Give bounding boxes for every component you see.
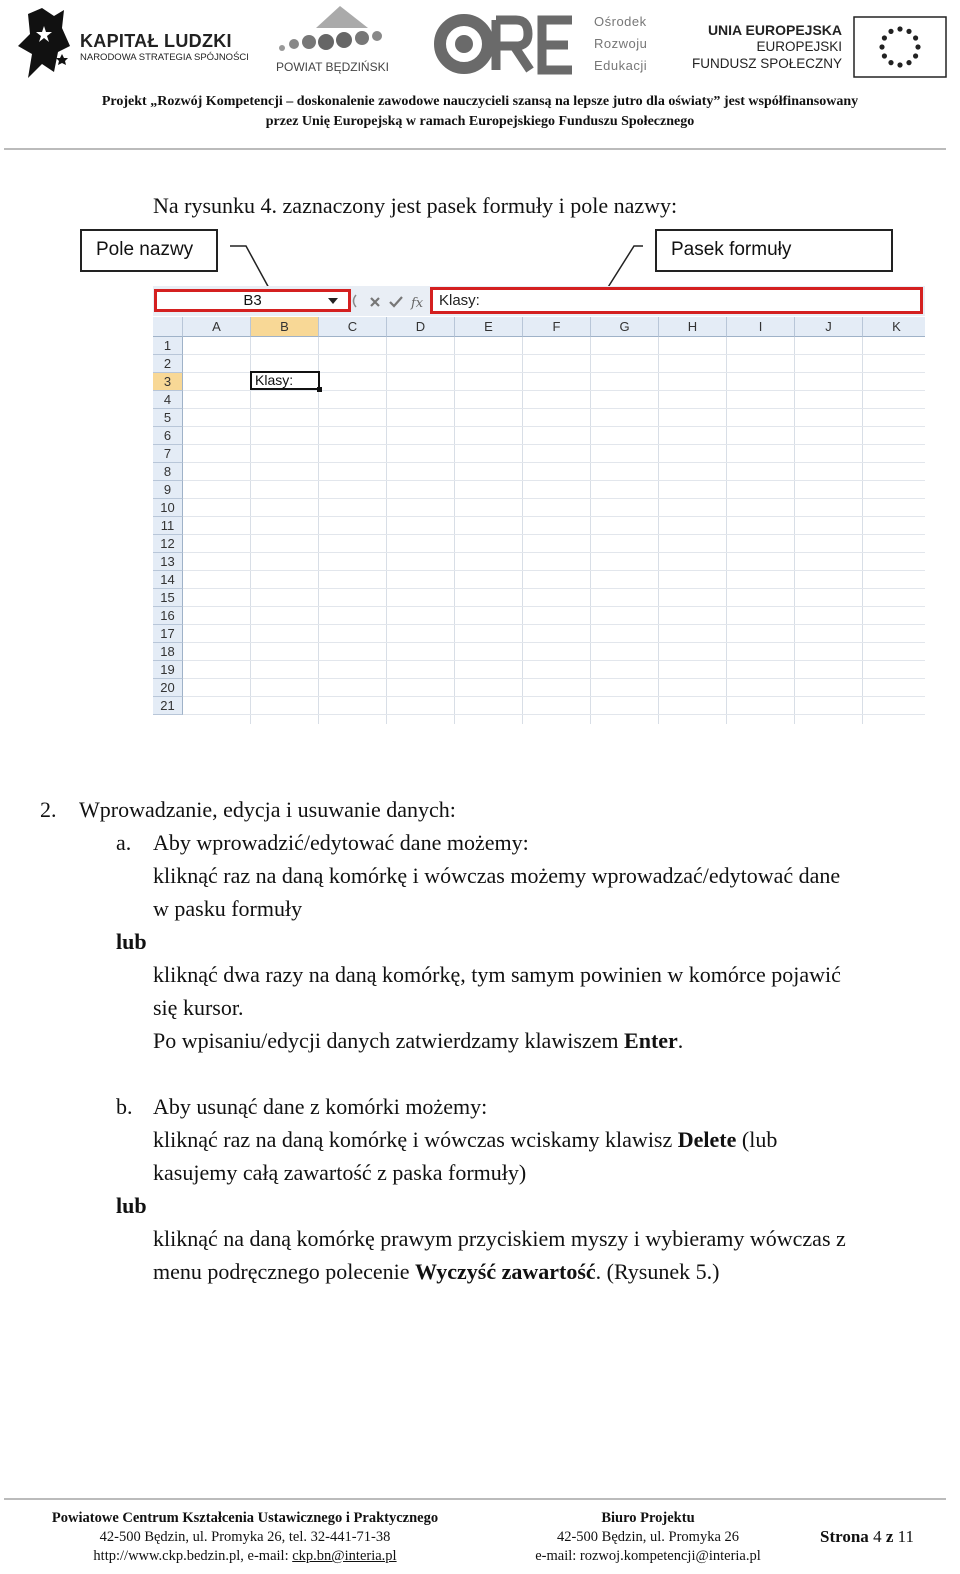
grid-row-line (183, 462, 925, 463)
grid-column-line (658, 337, 659, 724)
grid-column-line (726, 337, 727, 724)
grid-row-line (183, 696, 925, 697)
item-b-line-4-text: menu podręcznego polecenie (153, 1259, 416, 1284)
command-clear-contents: Wyczyść zawartość (415, 1259, 596, 1284)
footer-left-1: Powiatowe Centrum Kształcenia Ustawicznego i Praktycznego (51, 1510, 439, 1526)
grid-row-line (183, 552, 925, 553)
footer-left-2: 42-500 Będzin, ul. Promyka 26, tel. 32-441-71-38 (99, 1529, 391, 1545)
kapital-ludzki-subtitle: NARODOWA STRATEGIA SPÓJNOŚCI (80, 52, 249, 63)
grid-column-line (794, 337, 795, 724)
row-header-15[interactable]: 15 (153, 589, 183, 607)
column-header-d[interactable]: D (387, 317, 455, 337)
item-a-label: a. (116, 830, 132, 855)
footer-left-3 (10, 1547, 480, 1566)
item-b-line-1-text: kliknąć raz na daną komórkę i wówczas wciskamy klawisz (153, 1127, 678, 1152)
grid-row-line (183, 588, 925, 589)
grid-column-line (318, 337, 319, 724)
ue-line-1: UNIA EUROPEJSKA (707, 22, 842, 38)
project-line-1: Projekt „Rozwój Kompetencji – doskonalenie zawodowe nauczycieli szansą na lepsze jutro dla oświaty” jest współfinansowany (101, 94, 859, 109)
ue-line-2: EUROPEJSKI (756, 39, 842, 54)
row-header-8[interactable]: 8 (153, 463, 183, 481)
item-b-lub: lub (116, 1193, 147, 1218)
column-header-h[interactable]: H (659, 317, 727, 337)
column-header-f[interactable]: F (523, 317, 591, 337)
grid-row-line (183, 498, 925, 499)
row-header-16[interactable]: 16 (153, 607, 183, 625)
section-number: 2. (40, 797, 57, 822)
row-header-9[interactable]: 9 (153, 481, 183, 499)
grid-column-line (386, 337, 387, 724)
row-header-12[interactable]: 12 (153, 535, 183, 553)
grid-row-line (183, 426, 925, 427)
row-header-11[interactable]: 11 (153, 517, 183, 535)
formula-toolbar (153, 286, 925, 316)
resize-handle-icon (349, 294, 359, 308)
key-enter: Enter (624, 1028, 678, 1053)
grid-column-line (862, 337, 863, 724)
grid-row-line (183, 354, 925, 355)
grid-row-line (183, 570, 925, 571)
grid-row-line (183, 678, 925, 679)
footer-mid-2: 42-500 Będzin, ul. Promyka 26 (556, 1529, 740, 1545)
item-a-line-3: kliknąć dwa razy na daną komórkę, tym samym powinien w komórce pojawić (153, 962, 841, 987)
item-b-line-4-end: . (Rysunek 5.) (595, 1259, 720, 1284)
grid-row-line (183, 516, 925, 517)
ore-line-3: Edukacji (594, 58, 648, 73)
grid-column-line (250, 337, 251, 724)
grid-row-line (183, 408, 925, 409)
page-number (820, 1527, 914, 1547)
dropdown-arrow-icon[interactable] (328, 298, 338, 304)
item-b-line-1 (153, 1127, 777, 1153)
grid-row-line (183, 660, 925, 661)
fill-handle[interactable] (317, 387, 322, 392)
row-header-20[interactable]: 20 (153, 679, 183, 697)
row-header-2[interactable]: 2 (153, 355, 183, 373)
row-header-13[interactable]: 13 (153, 553, 183, 571)
grid-row-line (183, 480, 925, 481)
ue-line-3: FUNDUSZ SPOŁECZNY (691, 56, 842, 71)
page-total: 11 (897, 1527, 914, 1546)
row-header-5[interactable]: 5 (153, 409, 183, 427)
footer-mid-3: e-mail: rozwoj.kompetencji@interia.pl (535, 1548, 761, 1564)
callout-name-box: Pole nazwy (80, 229, 218, 272)
grid-row-line (183, 624, 925, 625)
grid-column-line (522, 337, 523, 724)
row-header-18[interactable]: 18 (153, 643, 183, 661)
grid-column-line (454, 337, 455, 724)
grid-row-line (183, 642, 925, 643)
footer-url: http://www.ckp.bedzin.pl, e-mail: (93, 1548, 293, 1564)
row-header-6[interactable]: 6 (153, 427, 183, 445)
powiat-name: POWIAT BĘDZIŃSKI (276, 60, 389, 74)
grid-row-line (183, 606, 925, 607)
insert-function-icon[interactable] (410, 294, 426, 310)
item-b-line-1-end: (lub (736, 1127, 778, 1152)
column-header-a[interactable]: A (183, 317, 251, 337)
key-delete: Delete (677, 1127, 737, 1152)
ore-line-2: Rozwoju (594, 36, 648, 51)
grid-row-line (183, 534, 925, 535)
kapital-ludzki-title: KAPITAŁ LUDZKI (80, 31, 232, 51)
item-a-line-5-text: Po wpisaniu/edycji danych zatwierdzamy klawiszem (153, 1028, 625, 1053)
item-a-line-5 (153, 1028, 683, 1054)
item-a-line-4: się kursor. (153, 995, 244, 1020)
column-header-g[interactable]: G (591, 317, 659, 337)
row-header-1[interactable]: 1 (153, 337, 183, 355)
row-header-19[interactable]: 19 (153, 661, 183, 679)
svg-text:fx: fx (411, 296, 424, 310)
column-header-k[interactable]: K (863, 317, 925, 337)
row-header-10[interactable]: 10 (153, 499, 183, 517)
column-header-e[interactable]: E (455, 317, 523, 337)
grid-column-line (590, 337, 591, 724)
column-header-b[interactable]: B (251, 317, 319, 337)
item-b-line-2: kasujemy całą zawartość z paska formuły) (153, 1160, 527, 1185)
name-box[interactable]: B3 (154, 289, 351, 312)
row-header-7[interactable]: 7 (153, 445, 183, 463)
excel-screenshot (153, 286, 925, 724)
item-b-label: b. (116, 1094, 133, 1119)
column-header-j[interactable]: J (795, 317, 863, 337)
figure-caption: Na rysunku 4. zaznaczony jest pasek formuły i pole nazwy: (153, 193, 678, 218)
formula-bar[interactable]: Klasy: (430, 287, 923, 314)
section-heading: Wprowadzanie, edycja i usuwanie danych: (79, 797, 456, 822)
row-header-17[interactable]: 17 (153, 625, 183, 643)
cancel-x-icon[interactable] (369, 296, 381, 308)
grid-row-line (183, 444, 925, 445)
active-cell-b3[interactable]: Klasy: (250, 371, 320, 390)
row-header-21[interactable]: 21 (153, 697, 183, 715)
footer-divider (4, 1498, 946, 1500)
item-a-intro: Aby wprowadzić/edytować dane możemy: (153, 830, 529, 855)
column-header-i[interactable]: I (727, 317, 795, 337)
enter-check-icon[interactable] (389, 295, 403, 308)
ore-line-1: Ośrodek (594, 14, 647, 29)
item-a-line-2: w pasku formuły (153, 896, 303, 921)
row-header-4[interactable]: 4 (153, 391, 183, 409)
page-label: Strona (820, 1527, 869, 1546)
item-b-intro: Aby usunąć dane z komórki możemy: (153, 1094, 488, 1119)
grid-row-line (183, 714, 925, 715)
select-all-corner[interactable] (153, 317, 183, 337)
row-header-3[interactable]: 3 (153, 373, 183, 391)
item-a-line-1: kliknąć raz na daną komórkę i wówczas możemy wprowadzać/edytować dane (153, 863, 841, 888)
grid-row-line (183, 390, 925, 391)
item-b-line-3: kliknąć na daną komórkę prawym przyciskiem myszy i wybieramy wówczas z (153, 1226, 846, 1251)
column-header-c[interactable]: C (319, 317, 387, 337)
footer-email-link[interactable]: ckp.bn@interia.pl (292, 1548, 397, 1564)
callout-pointer-lines (0, 0, 960, 300)
page-current: 4 (873, 1527, 882, 1546)
item-a-lub: lub (116, 929, 147, 954)
row-header-14[interactable]: 14 (153, 571, 183, 589)
callout-formula-bar: Pasek formuły (655, 229, 893, 272)
page-of: z (885, 1527, 894, 1546)
footer-mid-1: Biuro Projektu (601, 1510, 695, 1526)
project-line-2: przez Unię Europejską w ramach Europejskiego Funduszu Społecznego (265, 114, 695, 129)
item-a-line-5-end: . (677, 1028, 684, 1053)
item-b-line-4 (153, 1259, 719, 1285)
